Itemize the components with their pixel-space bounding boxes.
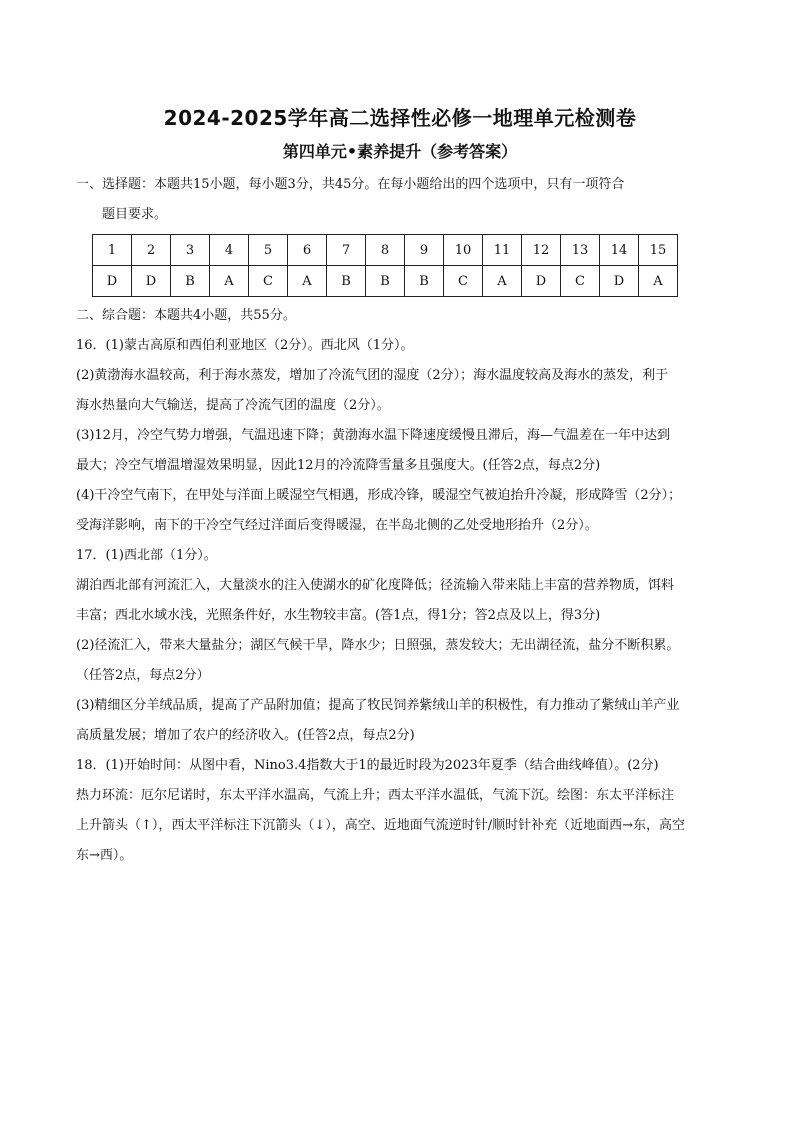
answer-cell: B bbox=[171, 266, 210, 297]
question-number-cell: 7 bbox=[327, 235, 366, 266]
answer-cell: C bbox=[249, 266, 288, 297]
answer-cell: A bbox=[288, 266, 327, 297]
answer-cell: C bbox=[561, 266, 600, 297]
answer-text-line: 湖泊西北部有河流汇入，大量淡水的注入使湖水的矿化度降低；径流输入带来陆上丰富的营养物质，饵料 bbox=[76, 578, 675, 593]
section2-intro: 二、综合题：本题共4小题，共55分。 bbox=[76, 308, 296, 323]
answer-cell: A bbox=[639, 266, 678, 297]
answer-text-line: （任答2点，每点2分） bbox=[76, 668, 210, 683]
answer-text-line: 最大；冷空气增温增湿效果明显，因此12月的冷流降雪量多且强度大。(任答2点，每点2分) bbox=[76, 458, 601, 473]
answer-cell: A bbox=[210, 266, 249, 297]
question-number-cell: 2 bbox=[132, 235, 171, 266]
answer-text-line: 丰富；西北水域水浅，光照条件好，水生物较丰富。(答1点，得1分；答2点及以上，得3分) bbox=[76, 608, 601, 623]
answer-text-line: (2)黄渤海水温较高，利于海水蒸发，增加了冷流气团的湿度（2分）；海水温度较高及海水的蒸发，利于 bbox=[76, 368, 669, 383]
answer-text-line: 高质量发展；增加了农户的经济收入。(任答2点，每点2分) bbox=[76, 728, 415, 743]
answer-cell: D bbox=[600, 266, 639, 297]
answer-table-answer-row bbox=[93, 266, 678, 297]
question-number-cell: 15 bbox=[639, 235, 678, 266]
section1-intro-line1: 一、选择题：本题共15小题，每小题3分，共45分。在每小题给出的四个选项中，只有一项符合 bbox=[76, 177, 625, 192]
answer-text-line: 受海洋影响，南下的干冷空气经过洋面后变得暖湿，在半岛北侧的乙处受地形抬升（2分）。 bbox=[76, 518, 598, 533]
page-subtitle: 第四单元•素养提升（参考答案） bbox=[282, 142, 518, 161]
answer-text-line: (2)径流汇入，带来大量盐分；湖区气候干旱，降水少；日照强，蒸发较大；无出湖径流，盐分不断积累。 bbox=[76, 638, 680, 653]
question-number-cell: 9 bbox=[405, 235, 444, 266]
question-number-cell: 11 bbox=[483, 235, 522, 266]
answer-cell: D bbox=[93, 266, 132, 297]
question-number-cell: 8 bbox=[366, 235, 405, 266]
answer-cell: A bbox=[483, 266, 522, 297]
answer-cell: D bbox=[522, 266, 561, 297]
answer-text-line: 17．(1)西北部（1分）。 bbox=[76, 548, 217, 563]
answer-cell: C bbox=[444, 266, 483, 297]
answer-text-line: 热力环流：厄尔尼诺时，东太平洋水温高，气流上升；西太平洋水温低，气流下沉。绘图：东太平洋标注 bbox=[76, 788, 675, 803]
question-number-cell: 10 bbox=[444, 235, 483, 266]
section1-intro-line2: 题目要求。 bbox=[102, 207, 168, 222]
answer-cell: D bbox=[132, 266, 171, 297]
answer-text-line: 16．(1)蒙古高原和西伯利亚地区（2分）。西北风（1分）。 bbox=[76, 338, 414, 353]
answer-table-number-row bbox=[93, 235, 678, 266]
answer-cell: B bbox=[405, 266, 444, 297]
question-number-cell: 14 bbox=[600, 235, 639, 266]
answer-text-line: 18．(1)开始时间：从图中看，Nino3.4指数大于1的最近时段为2023年夏季（结合曲线峰值）。(2分) bbox=[76, 758, 659, 773]
question-number-cell: 13 bbox=[561, 235, 600, 266]
answer-text-line: 海水热量向大气输送，提高了冷流气团的温度（2分）。 bbox=[76, 398, 390, 413]
answer-text-line: 东→西）。 bbox=[76, 848, 133, 863]
answer-text-line: 上升箭头（↑），西太平洋标注下沉箭头（↓），高空、近地面气流逆时针/顺时针补充（近地面西→东，高空 bbox=[76, 818, 686, 833]
answer-table bbox=[92, 234, 678, 297]
answer-text-line: (3)精细区分羊绒品质，提高了产品附加值；提高了牧民饲养紫绒山羊的积极性，有力推动了紫绒山羊产业 bbox=[76, 698, 680, 713]
question-number-cell: 6 bbox=[288, 235, 327, 266]
question-number-cell: 3 bbox=[171, 235, 210, 266]
page-title: 2024-2025学年高二选择性必修一地理单元检测卷 bbox=[163, 106, 637, 130]
answer-text-line: (4)干冷空气南下，在甲处与洋面上暖湿空气相遇，形成冷锋，暖湿空气被迫抬升冷凝，形成降雪（2分）； bbox=[76, 488, 682, 503]
answer-cell: B bbox=[327, 266, 366, 297]
question-number-cell: 1 bbox=[93, 235, 132, 266]
answer-text-line: (3)12月，冷空气势力增强，气温迅速下降；黄渤海水温下降速度缓慢且滞后，海—气温差在一年中达到 bbox=[76, 428, 670, 443]
answer-cell: B bbox=[366, 266, 405, 297]
question-number-cell: 4 bbox=[210, 235, 249, 266]
question-number-cell: 12 bbox=[522, 235, 561, 266]
question-number-cell: 5 bbox=[249, 235, 288, 266]
